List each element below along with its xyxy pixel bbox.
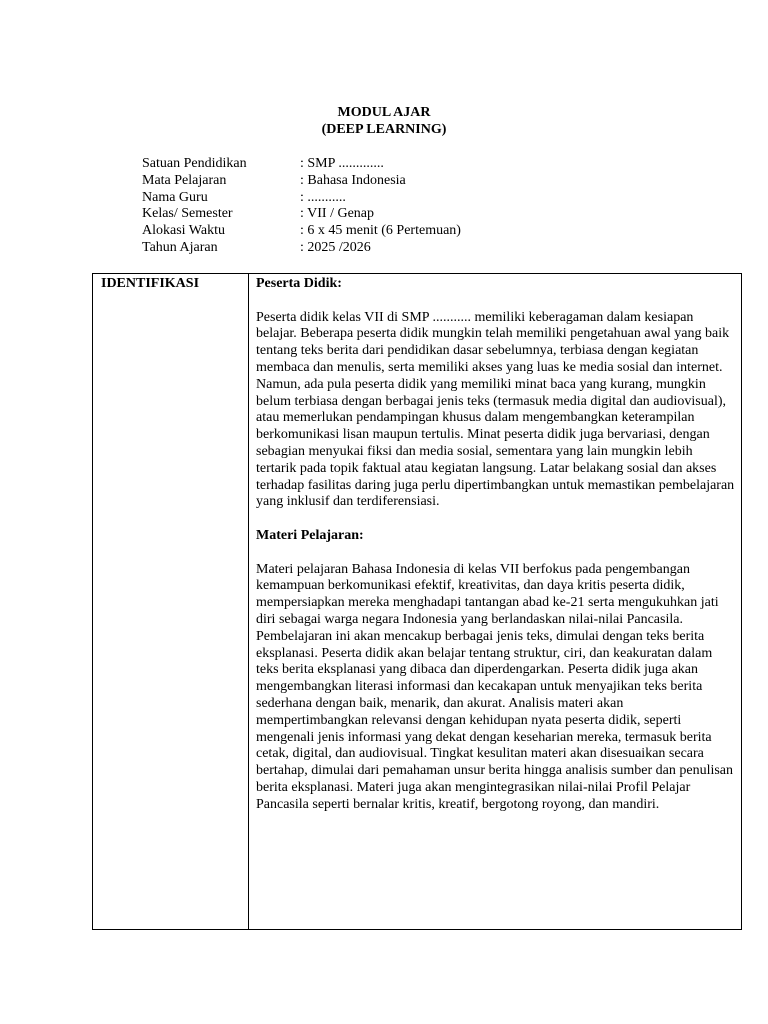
info-value: : VII / Genap — [300, 206, 374, 222]
section-body-peserta-didik: Peserta didik kelas VII di SMP ........... memiliki keberagaman dalam kesiapan belajar. Beberapa peserta didik mungkin telah memiliki pengetahuan awal yang baik tentang teks berita dari pendidikan dasar sebelumnya, terbiasa dengan kegiatan membaca dan menulis, serta memiliki akses yang luas ke media sosial dan internet. Namun, ada pula peserta didik yang memiliki minat baca yang kurang, mungkin belum terbiasa dengan berbagai jenis teks (termasuk media digital dan audiovisual), atau memerlukan pendampingan khusus dalam mengembangkan keterampilan berkomunikasi lisan maupun tertulis. Minat peserta didik juga bervariasi, dengan sebagian menyukai fiksi dan media sosial, sementara yang lain mungkin lebih tertarik pada topik faktual atau kegiatan langsung. Latar belakang sosial dan akses terhadap fasilitas daring juga perlu dipertimbangkan untuk memastikan pembelajaran yang inklusif dan terdiferensiasi. — [256, 309, 735, 510]
info-value: : Bahasa Indonesia — [300, 172, 406, 188]
info-label: Kelas/ Semester — [142, 206, 233, 222]
table-right-column — [256, 276, 736, 814]
info-value: : SMP ............. — [300, 156, 384, 171]
section-heading-peserta-didik: Peserta Didik: — [256, 276, 342, 291]
info-value: : ........... — [300, 189, 346, 205]
info-row-kelas-semester — [142, 206, 562, 223]
info-label: Satuan Pendidikan — [142, 156, 247, 171]
info-row-satuan-pendidikan — [142, 156, 562, 173]
identifikasi-label: IDENTIFIKASI — [101, 276, 200, 291]
info-row-alokasi-waktu — [142, 223, 562, 240]
document-title: MODUL AJAR — [337, 105, 431, 120]
info-label: Tahun Ajaran — [142, 239, 218, 255]
info-label: Alokasi Waktu — [142, 223, 225, 239]
identification-table — [92, 273, 742, 930]
section-body-materi-pelajaran: Materi pelajaran Bahasa Indonesia di kelas VII berfokus pada pengembangan kemampuan berkomunikasi efektif, kreativitas, dan daya kritis peserta didik, mempersiapkan mereka menghadapi tantangan abad ke-21 serta mengukuhkan jati diri sebagai warga negara Indonesia yang berlandaskan nilai-nilai Pancasila. Pembelajaran ini akan mencakup berbagai jenis teks, dimulai dengan teks berita eksplanasi. Peserta didik akan belajar tentang struktur, ciri, dan keakuratan dalam teks berita eksplanasi yang dibaca dan diperdengarkan. Peserta didik juga akan mengembangkan literasi informasi dan kecakapan untuk menyajikan teks berita sederhana dengan baik, menarik, dan akurat. Analisis materi akan mempertimbangkan relevansi dengan kehidupan nyata peserta didik, seperti mengenali jenis informasi yang dekat dengan keseharian mereka, termasuk berita cetak, digital, dan audiovisual. Tingkat kesulitan materi akan disesuaikan secara bertahap, dimulai dari pemahaman unsur berita hingga analisis sumber dan penulisan berita eksplanasi. Materi juga akan mengintegrasikan nilai-nilai Profil Pelajar Pancasila seperti bernalar kritis, kreatif, bergotong royong, dan mandiri. — [256, 561, 734, 812]
info-value: : 6 x 45 menit (6 Pertemuan) — [300, 223, 461, 239]
document-subtitle: (DEEP LEARNING) — [321, 122, 447, 137]
info-row-nama-guru — [142, 190, 562, 207]
info-label: Mata Pelajaran — [142, 172, 227, 188]
table-left-column — [93, 274, 249, 929]
section-heading-materi-pelajaran: Materi Pelajaran: — [256, 527, 364, 543]
identity-info-block — [142, 156, 562, 257]
info-row-tahun-ajaran — [142, 240, 562, 257]
info-label: Nama Guru — [142, 189, 208, 205]
info-row-mata-pelajaran — [142, 173, 562, 190]
info-value: : 2025 /2026 — [300, 239, 371, 255]
